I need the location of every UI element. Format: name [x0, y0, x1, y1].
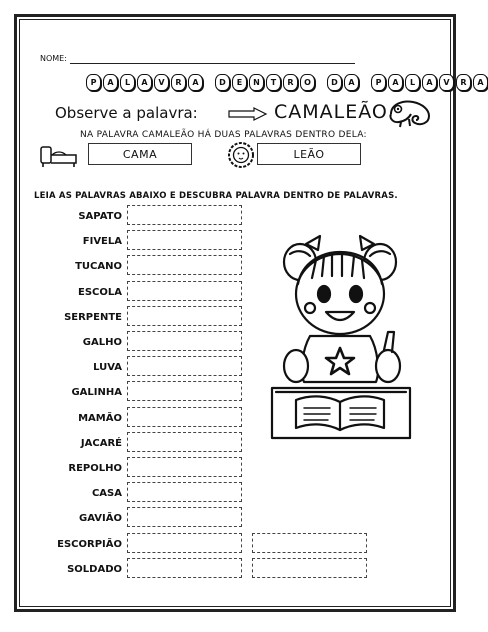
- answer-box[interactable]: [127, 482, 242, 502]
- answer-box[interactable]: [127, 306, 242, 326]
- word-label: JACARÉ: [80, 437, 122, 449]
- example-word: CAMALEÃO: [274, 101, 388, 123]
- banner-letter: A: [473, 74, 488, 91]
- answer-box[interactable]: [127, 533, 242, 553]
- banner-letter: P: [371, 74, 386, 91]
- banner-letter: L: [120, 74, 135, 91]
- answer-box[interactable]: [127, 381, 242, 401]
- word-label: FIVELA: [82, 236, 122, 248]
- banner-letter: R: [283, 74, 298, 91]
- answer-leao: LEÃO: [257, 143, 361, 165]
- word-label: SOLDADO: [67, 563, 122, 575]
- answer-box[interactable]: [127, 331, 242, 351]
- girl-reading-illustration: [262, 232, 422, 442]
- banner-letter: O: [300, 74, 315, 91]
- word-label: SERPENTE: [64, 311, 122, 323]
- word-row: [0, 507, 474, 531]
- word-label: GALINHA: [71, 387, 122, 399]
- banner-letter: A: [422, 74, 437, 91]
- answer-box[interactable]: [127, 230, 242, 250]
- lion-icon: [226, 141, 256, 169]
- instruction-text: LEIA AS PALAVRAS ABAIXO E DESCUBRA PALAVRA DENTRO DE PALAVRAS.: [34, 191, 398, 201]
- title-banner: [86, 74, 488, 92]
- observe-label: Observe a palavra:: [55, 104, 198, 122]
- banner-letter: A: [188, 74, 203, 91]
- name-field[interactable]: [70, 63, 355, 64]
- banner-letter: T: [266, 74, 281, 91]
- banner-letter: V: [154, 74, 169, 91]
- banner-letter: R: [456, 74, 471, 91]
- answer-box[interactable]: [127, 407, 242, 427]
- banner-letter: [205, 74, 213, 89]
- word-row: [0, 482, 474, 506]
- word-label: MAMÃO: [78, 412, 122, 424]
- word-row: [0, 205, 474, 229]
- answer-box[interactable]: [127, 255, 242, 275]
- word-label: GAVIÃO: [79, 513, 122, 525]
- answer-cama: CAMA: [88, 143, 192, 165]
- answer-box-second[interactable]: [252, 558, 367, 578]
- answer-box-second[interactable]: [252, 533, 367, 553]
- banner-letter: L: [405, 74, 420, 91]
- banner-letter: N: [249, 74, 264, 91]
- answer-box[interactable]: [127, 432, 242, 452]
- answer-box[interactable]: [127, 281, 242, 301]
- banner-letter: A: [103, 74, 118, 91]
- word-label: REPOLHO: [68, 463, 122, 474]
- word-label: GALHO: [82, 337, 122, 348]
- answer-box[interactable]: [127, 457, 242, 477]
- answer-box[interactable]: [127, 558, 242, 578]
- answer-box[interactable]: [127, 205, 242, 225]
- banner-letter: D: [327, 74, 342, 91]
- chameleon-icon: [385, 96, 437, 130]
- banner-letter: A: [344, 74, 359, 91]
- word-row: [0, 533, 474, 557]
- banner-letter: [317, 74, 325, 89]
- bed-icon: [38, 143, 82, 169]
- answer-box[interactable]: [127, 356, 242, 376]
- arrow-right-icon: [228, 107, 268, 121]
- word-label: CASA: [91, 488, 122, 500]
- example-intro: NA PALAVRA CAMALEÃO HÁ DUAS PALAVRAS DENTRO DELA:: [80, 130, 367, 140]
- banner-letter: A: [137, 74, 152, 91]
- word-label: TUCANO: [75, 261, 122, 273]
- name-label: NOME:: [40, 54, 67, 63]
- banner-letter: D: [215, 74, 230, 91]
- banner-letter: P: [86, 74, 101, 91]
- banner-letter: R: [171, 74, 186, 91]
- word-row: [0, 457, 474, 481]
- word-label: ESCORPIÃO: [57, 538, 122, 550]
- banner-letter: [361, 74, 369, 89]
- banner-letter: A: [388, 74, 403, 91]
- word-label: LUVA: [93, 362, 122, 374]
- word-label: SAPATO: [78, 211, 122, 222]
- answer-box[interactable]: [127, 507, 242, 527]
- word-row: [0, 558, 474, 582]
- banner-letter: V: [439, 74, 454, 91]
- banner-letter: E: [232, 74, 247, 91]
- word-label: ESCOLA: [78, 286, 122, 298]
